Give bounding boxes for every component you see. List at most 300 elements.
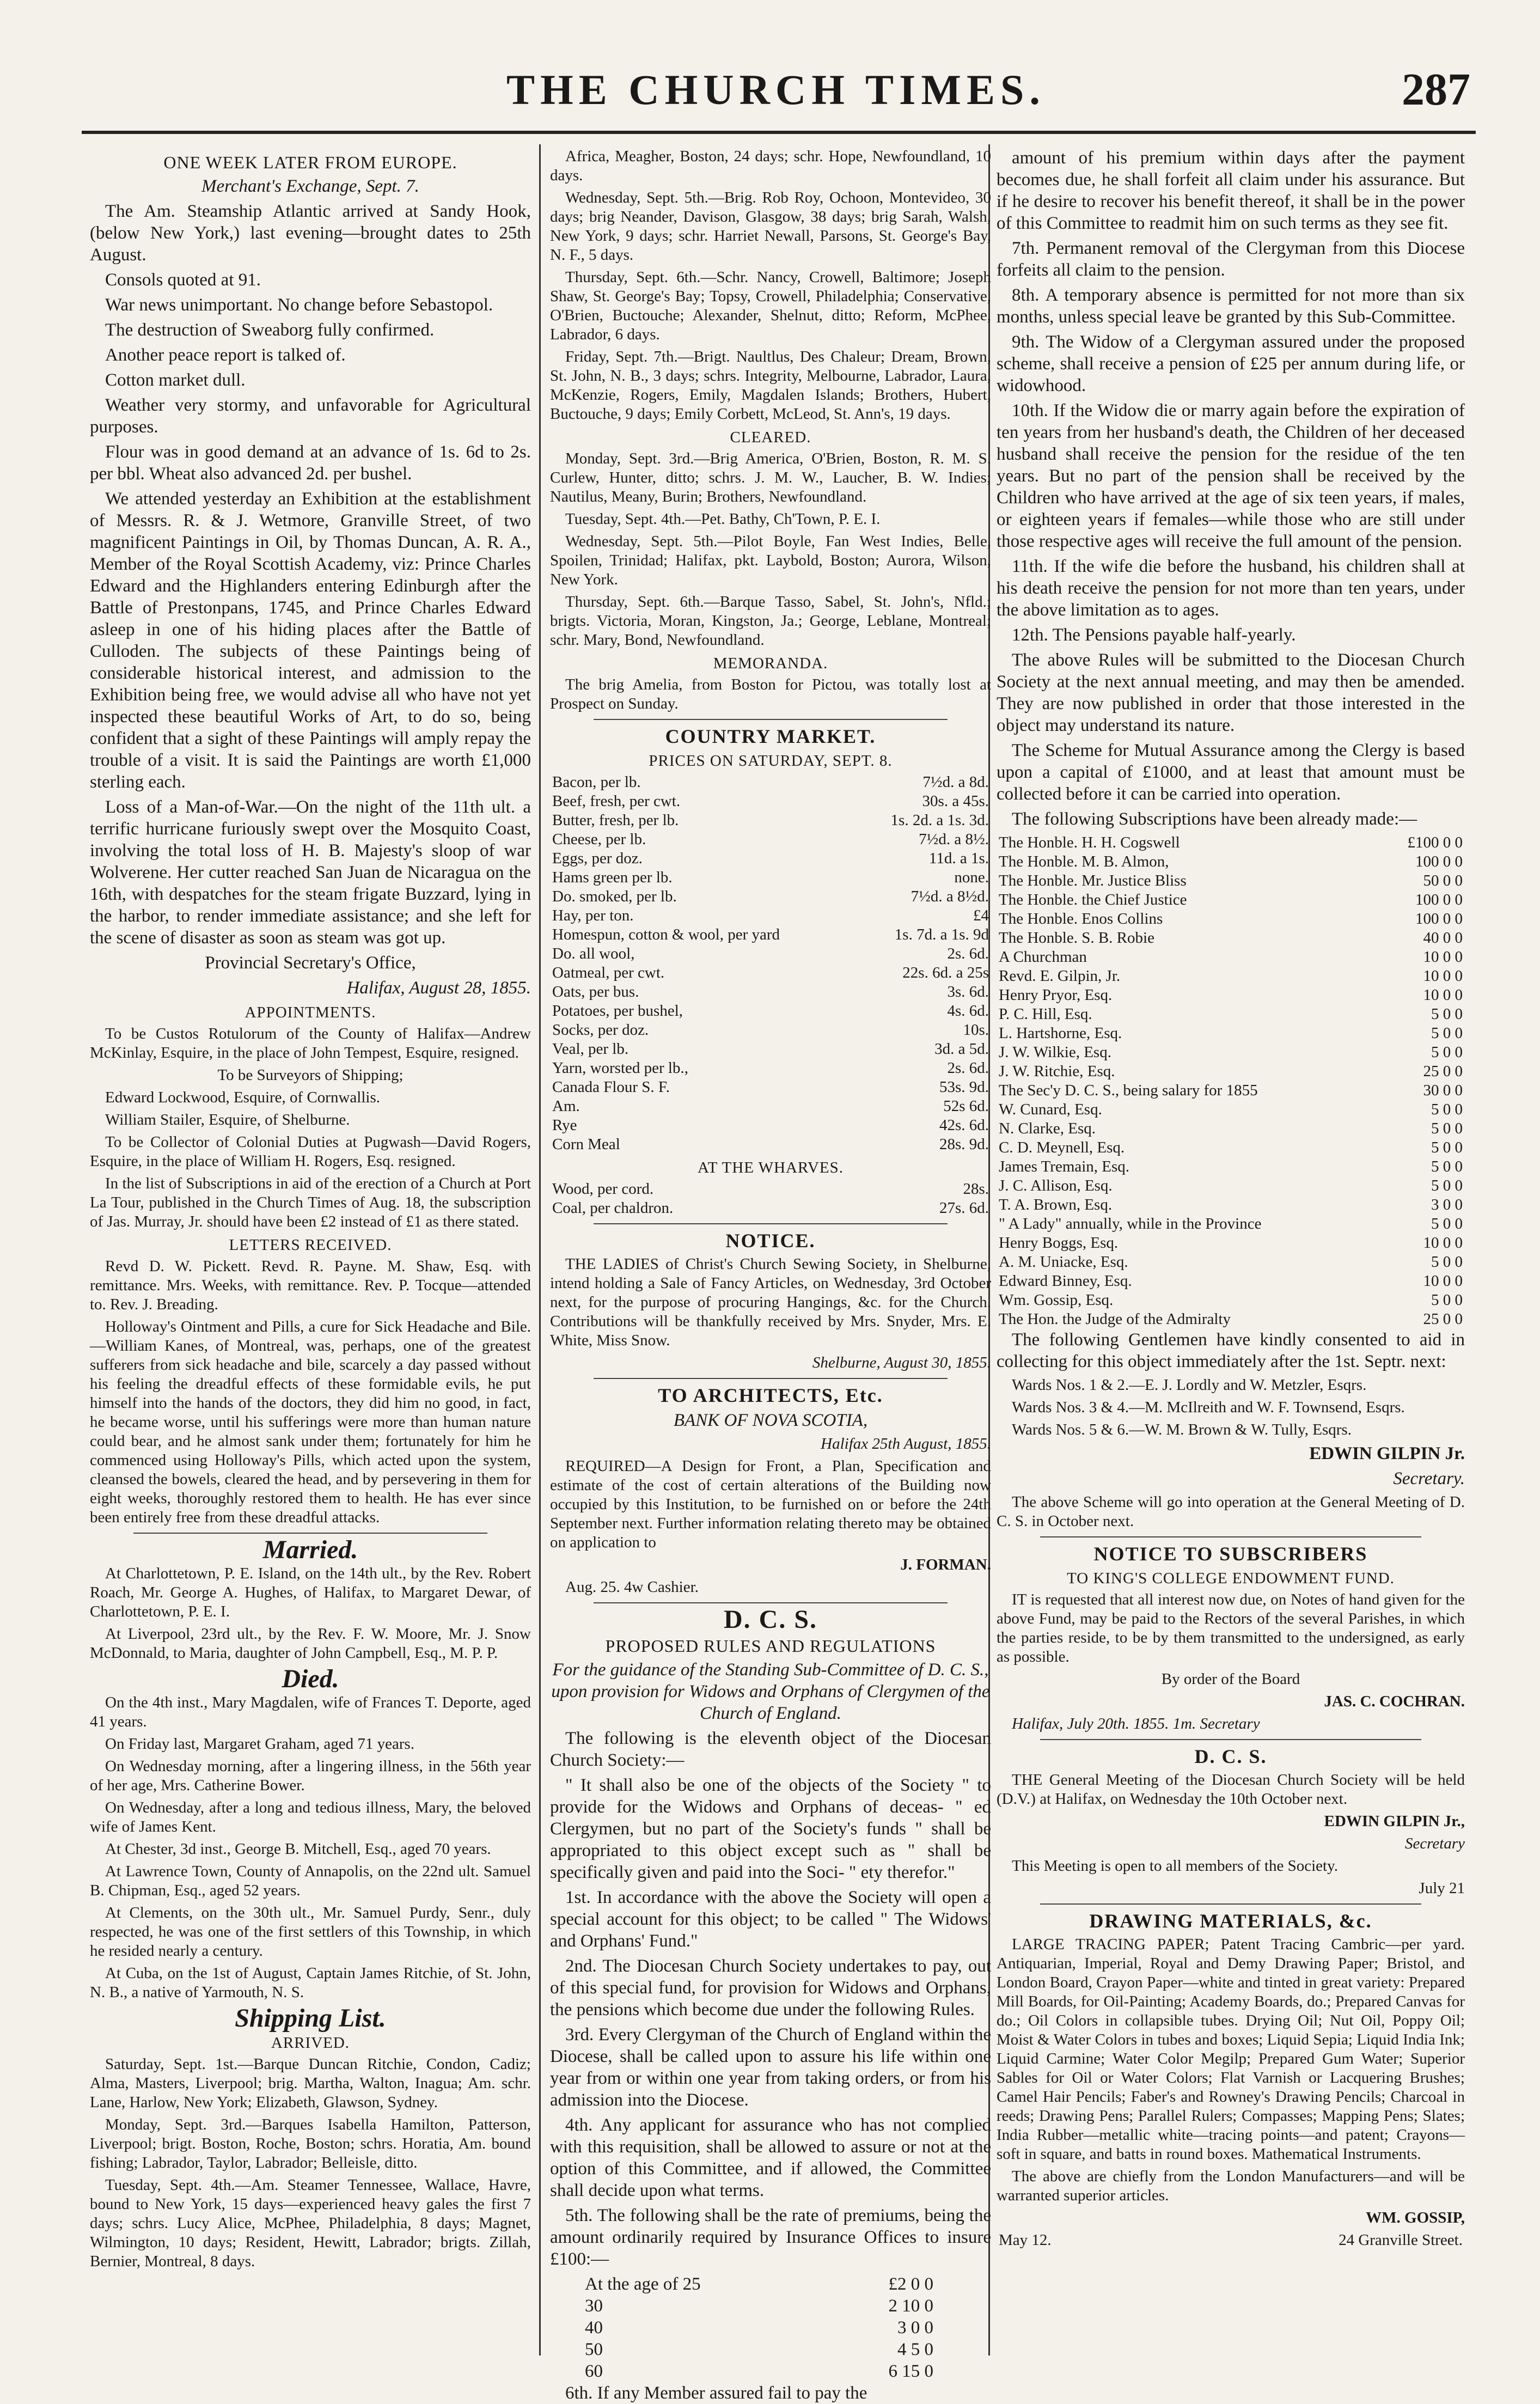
rule-item: The above Rules will be submitted to the Diocesan Church Society at the next annual meeting, and may then be amended. They are now published in order that those interested in the object may understand its nature. <box>997 650 1465 735</box>
subscription-row-value: 5 0 0 <box>1431 1253 1463 1271</box>
shipping-continued <box>550 147 991 424</box>
premium-row-label: 50 <box>585 2340 603 2359</box>
rule-item: The following Subscriptions have been already made:— <box>1012 809 1417 829</box>
divider <box>594 1602 948 1603</box>
rule-item: 7th. Permanent removal of the Clergyman from this Diocese forfeits all claim to the pension. <box>997 239 1465 280</box>
market-row-value: 11d. a 1s. <box>928 850 989 867</box>
died-item: At Cuba, on the 1st of August, Captain James Ritchie, of St. John, N. B., a native of Yarmouth, N. S. <box>90 1964 531 2001</box>
drawing-note: The above are chiefly from the London Manufacturers—and will be warranted superior articles. <box>997 2168 1465 2204</box>
market-row-label: Corn Meal <box>552 1136 620 1153</box>
subscription-row-value: 5 0 0 <box>1431 1139 1463 1156</box>
market-row <box>550 906 991 925</box>
europe-line: The destruction of Sweaborg fully confirmed. <box>105 320 435 340</box>
subscription-row <box>997 1176 1465 1195</box>
market-row-value: 10s. <box>963 1021 989 1039</box>
market-row-value: 4s. 6d. <box>947 1002 989 1020</box>
subscription-row-label: The Hon. the Judge of the Admiralty <box>999 1310 1231 1328</box>
divider <box>1040 1536 1421 1537</box>
subscription-row-label: The Honble. Enos Collins <box>999 910 1163 928</box>
drawing-heading: DRAWING MATERIALS, &c. <box>1089 1910 1372 1932</box>
died-item: On Friday last, Margaret Graham, aged 71 years. <box>105 1735 415 1753</box>
market-row-value: 42s. 6d. <box>939 1116 989 1134</box>
market-row-value: 3s. 6d. <box>947 983 989 1000</box>
subscription-row-value: 5 0 0 <box>1431 1044 1463 1061</box>
subscription-row-label: The Honble. H. H. Cogswell <box>999 834 1180 851</box>
appointments-list <box>90 1024 531 1171</box>
subscription-row <box>997 1310 1465 1329</box>
market-row <box>550 1078 991 1097</box>
market-row-value: 3d. a 5d. <box>934 1040 989 1058</box>
gilpin-title: Secretary. <box>1393 1469 1465 1488</box>
dcs2-note: This Meeting is open to all members of the Society. <box>1012 1857 1338 1875</box>
shipping-item: Wednesday, Sept. 5th.—Brig. Rob Roy, Ochoon, Montevideo, 30 days; brig Neander, Davison, Glasgow, 38 days; brig Sarah, Walsh, New York, 9 days; schr. Harriet Newall, Parsons, St. George's Bay, N. F., 5 days. <box>550 189 991 264</box>
market-row-label: Hams green per lb. <box>552 869 673 886</box>
subscription-note: In the list of Subscriptions in aid of the erection of a Church at Port La Tour, published in the Church Times of Aug. 18, the subscription of Jas. Murray, Jr. should have been £2 instead of £1 as there stated. <box>90 1175 531 1230</box>
subscription-row-value: 50 0 0 <box>1423 872 1463 889</box>
subscribers-date: Halifax, July 20th. 1855. 1m. Secretary <box>1012 1715 1260 1732</box>
gilpin-signature: EDWIN GILPIN Jr. <box>1309 1444 1465 1463</box>
dcs2-heading: D. C. S. <box>1194 1746 1267 1767</box>
europe-line: Consols quoted at 91. <box>105 270 261 290</box>
market-row-label: Canada Flour S. F. <box>552 1078 670 1096</box>
drawing-footer <box>997 2231 1465 2250</box>
drawing-footer-left: May 12. <box>999 2231 1052 2249</box>
subscription-row <box>997 1215 1465 1234</box>
wharves-row-value: 28s. <box>963 1180 989 1198</box>
europe-line: Another peace report is talked of. <box>105 345 346 365</box>
market-row <box>550 1116 991 1135</box>
wharves-row-value: 27s. 6d. <box>939 1199 989 1217</box>
memoranda-heading: MEMORANDA. <box>713 655 828 672</box>
subscription-row <box>997 1157 1465 1176</box>
divider <box>1040 1903 1421 1905</box>
dcs2-signature: EDWIN GILPIN Jr., <box>1324 1813 1465 1830</box>
subscription-row-label: Revd. E. Gilpin, Jr. <box>999 967 1121 985</box>
drawing-signature: WM. GOSSIP, <box>1366 2209 1465 2226</box>
wharves-row <box>550 1199 991 1218</box>
shipping-heading: Shipping List. <box>235 2004 386 2033</box>
column-divider <box>539 144 541 2356</box>
dcs2-text: THE General Meeting of the Diocesan Church Society will be held (D.V.) at Halifax, on Wednesday the 10th October next. <box>997 1771 1465 1808</box>
market-row-label: Hay, per ton. <box>552 907 634 924</box>
subscription-row <box>997 1043 1465 1062</box>
subscription-row <box>997 1081 1465 1100</box>
market-row-label: Do. smoked, per lb. <box>552 888 677 905</box>
married-item: At Liverpool, 23rd ult., by the Rev. F. W. Moore, Mr. J. Snow McDonnald, to Maria, daughter of John Campbell, Esq., M. P. P. <box>90 1625 531 1662</box>
bank-date: Halifax 25th August, 1855. <box>821 1435 991 1453</box>
subscription-row-value: £100 0 0 <box>1407 834 1463 851</box>
divider <box>594 1378 948 1379</box>
market-table <box>550 773 991 1154</box>
market-row <box>550 983 991 1002</box>
premium-row <box>583 2360 936 2382</box>
column-2 <box>550 147 991 2403</box>
subscription-row-value: 5 0 0 <box>1431 1005 1463 1023</box>
market-row-label: Eggs, per doz. <box>552 850 643 867</box>
subscription-row-value: 40 0 0 <box>1423 929 1463 947</box>
europe-line: Cotton market dull. <box>105 370 246 390</box>
wharves-heading: AT THE WHARVES. <box>697 1159 844 1176</box>
rules-continued: amount of his premium within days after the payment becomes due, he shall forfeit all claim under his assurance. But if he desire to recover his benefit thereof, it shall be in the power of this Committee to readmit him on such terms as they see fit. <box>997 148 1465 233</box>
subscriptions-table <box>997 833 1465 1329</box>
appointment: To be Surveyors of Shipping; <box>217 1066 404 1084</box>
shipping-item: Friday, Sept. 7th.—Brigt. Naultlus, Des Chaleur; Dream, Brown, St. John, N. B., 3 days; schrs. Integrity, Melbourne, Labrador, Laura, McKenzie, Rogers, Emily, Magdalen Islands; Brothers, Hubert, Buctouche, 9 days; Emily Corbett, McLeod, St. Ann's, 19 days. <box>550 348 991 423</box>
premium-row-value: 4 5 0 <box>897 2340 933 2359</box>
rule-item: 12th. The Pensions payable half-yearly. <box>1012 625 1296 645</box>
died-item: At Lawrence Town, County of Annapolis, on the 22nd ult. Samuel B. Chipman, Esq., aged 52 years. <box>90 1863 531 1899</box>
market-row-label: Homespun, cotton & wool, per yard <box>552 926 780 943</box>
appointment: Edward Lockwood, Esquire, of Cornwallis. <box>105 1089 380 1106</box>
premium-row-value: 3 0 0 <box>897 2318 933 2338</box>
rule-item: 10th. If the Widow die or marry again before the expiration of ten years from her husband's death, the Children of her deceased husband shall receive the pension for the residue of the ten years. But no part of the pension shall be received by the Children who have arrived at the age of six teen years, if males, or eighteen years if females—while those who are still under those respective ages will receive the full amount of the pension. <box>997 401 1465 551</box>
rule-item: 9th. The Widow of a Clergyman assured under the proposed scheme, shall receive a pension of £25 per annum during life, or widowhood. <box>997 332 1465 395</box>
market-row <box>550 1002 991 1021</box>
market-row-label: Am. <box>552 1097 580 1115</box>
premium-table <box>583 2273 936 2382</box>
appointment: To be Collector of Colonial Duties at Pugwash—David Rogers, Esquire, in the place of William H. Rogers, Esq. resigned. <box>90 1133 531 1170</box>
subscription-row <box>997 833 1465 852</box>
rule-item: The Scheme for Mutual Assurance among the Clergy is based upon a capital of £1000, and at least that amount must be collected before it can be carried into operation. <box>997 741 1465 804</box>
subscription-row <box>997 1272 1465 1291</box>
market-row-label: Butter, fresh, per lb. <box>552 811 679 829</box>
shipping-item: Africa, Meagher, Boston, 24 days; schr. Hope, Newfoundland, 10 days. <box>550 148 991 184</box>
market-row-label: Beef, fresh, per cwt. <box>552 792 681 810</box>
appointment: To be Custos Rotulorum of the County of Halifax—Andrew McKinlay, Esquire, in the place of John Tempest, Esquire, resigned. <box>90 1025 531 1061</box>
arrived-item: Monday, Sept. 3rd.—Barques Isabella Hamilton, Patterson, Liverpool; brigt. Boston, Roche, Boston; schrs. Horatia, Am. bound fishing; Labrador, Taylor, Labrador; Belleisle, ditto. <box>90 2116 531 2171</box>
premium-row <box>583 2295 936 2317</box>
premium-row-value: £2 0 0 <box>888 2274 933 2294</box>
subscribers-order: By order of the Board <box>1161 1670 1300 1688</box>
market-row-label: Potatoes, per bushel, <box>552 1002 683 1020</box>
subscription-row <box>997 1100 1465 1119</box>
rules-list <box>550 1728 991 2270</box>
subscription-row-value: 5 0 0 <box>1431 1215 1463 1232</box>
market-row <box>550 811 991 830</box>
divider <box>594 719 948 720</box>
subscription-row <box>997 967 1465 986</box>
premium-row-label: 40 <box>585 2318 603 2338</box>
subscription-row <box>997 929 1465 948</box>
market-row-value: 7½d. a 8d. <box>922 773 989 791</box>
subscription-row-label: L. Hartshorne, Esq. <box>999 1024 1122 1042</box>
market-row-value: 28s. 9d. <box>939 1136 989 1153</box>
wharves-row-label: Coal, per chaldron. <box>552 1199 674 1217</box>
subscription-row <box>997 871 1465 890</box>
subscription-row <box>997 890 1465 910</box>
rules-heading: PROPOSED RULES AND REGULATIONS <box>605 1636 936 1656</box>
architects-heading: TO ARCHITECTS, Etc. <box>658 1384 883 1406</box>
secretary-date: Halifax, August 28, 1855. <box>346 978 531 998</box>
subscription-row <box>997 948 1465 967</box>
rule-item: 8th. A temporary absence is permitted for not more than six months, unless special leave be granted by this Sub-Committee. <box>997 285 1465 327</box>
cleared-item: Monday, Sept. 3rd.—Brig America, O'Brien, Boston, R. M. S. Curlew, Hunter, ditto; schrs. J. M. W., Laucher, B. W. Indies; Nautilus, Meany, Burin; Brothers, Newfoundland. <box>550 450 991 505</box>
subscribers-heading: NOTICE TO SUBSCRIBERS <box>1093 1543 1368 1565</box>
market-row-value: 7½d. a 8½d. <box>910 888 989 905</box>
died-heading: Died. <box>282 1664 339 1693</box>
holloway-ad: Holloway's Ointment and Pills, a cure for Sick Headache and Bile.—William Kanes, of Montreal, was, perhaps, one of the greatest sufferers from sick headache and bile, scarcely a day passed without his feeling the dreadful effects of these formidable evils, he put himself into the hands of the doctors, they did him no good, in fact, he became worse, until his sufferings were more than human nature could bear, and he almost sank under them; fortunately for him he commenced using Holloway's Pills, which acted upon the system, cleansed the bowels, cleared the head, and by persevering in them for eight weeks, thoroughly restored them to health. He has ever since been entirely free from these dreadful attacks. <box>90 1318 531 1526</box>
drawing-text: LARGE TRACING PAPER; Patent Tracing Cambric—per yard. Antiquarian, Imperial, Royal and Demy Drawing Paper; Bristol, and London Board, Crayon Paper—white and tinted in great variety: Prepared Mill Boards, for Oil-Painting; Academy Boards, do.; Prepared Canvas for do.; Oil Colors in collapsible tubes. Drying Oil; Nut Oil, Poppy Oil; Moist & Water Colors in tubes and boxes; Liquid Sepia; Liquid India Ink; Liquid Carmine; Water Color Megilp; Prepared Gum Water; Superior Sables for Oil or Water Colors; Flat Varnish or Lacquering Brushes; Camel Hair Pencils; Faber's and Rowney's Drawing Pencils; Charcoal in reeds; Drawing Pens; Parallel Rulers; Compasses; Mapping Pens; Slates; India Rubber—metallic white—tracing points—and patent; Crayons—soft in square, and batts in round boxes. Mathematical Instruments. <box>997 1936 1465 2163</box>
arrived-item: Tuesday, Sept. 4th.—Am. Steamer Tennessee, Wallace, Havre, bound to New York, 15 days—experienced heavy gales the first 7 days; schrs. Lucy Alice, McPhee, Philadelphia, 8 days; Magnet, Wilmington, 10 days; Resident, Hewitt, Labrador; brigts. Zillah, Bernier, Montreal, 8 days. <box>90 2176 531 2270</box>
cleared-list <box>550 449 991 650</box>
subscription-row-value: 5 0 0 <box>1431 1158 1463 1175</box>
arrived-item: Saturday, Sept. 1st.—Barque Duncan Ritchie, Condon, Cadiz; Alma, Masters, Liverpool; brig. Martha, Walton, Inagua; Am. schr. Lane, Harlow, New York; Elizabeth, Glawson, Sydney. <box>90 2055 531 2111</box>
subscription-row-value: 25 0 0 <box>1423 1310 1463 1328</box>
market-row-label: Yarn, worsted per lb., <box>552 1059 688 1077</box>
market-row-label: Veal, per lb. <box>552 1040 629 1058</box>
subscription-row-label: Henry Boggs, Esq. <box>999 1234 1119 1252</box>
subscription-row-value: 10 0 0 <box>1423 967 1463 985</box>
wards-list <box>997 1376 1465 1439</box>
subscription-row-label: The Honble. S. B. Robie <box>999 929 1154 947</box>
subscription-row <box>997 1005 1465 1024</box>
subscription-row-label: The Sec'y D. C. S., being salary for 1855 <box>999 1082 1258 1099</box>
rules-subheading: For the guidance of the Standing Sub-Committee of D. C. S., upon provision for Widows and Orphans of Clergymen of the Church of England. <box>551 1660 990 1723</box>
subscription-row-value: 100 0 0 <box>1415 853 1463 870</box>
subscription-row-label: C. D. Meynell, Esq. <box>999 1139 1125 1156</box>
cleared-item: Thursday, Sept. 6th.—Barque Tasso, Sabel, St. John's, Nfld.; brigts. Victoria, Moran, Kingston, Ja.; George, Leblane, Montreal; schr. Mary, Bond, Newfoundland. <box>550 593 991 649</box>
subscription-row <box>997 1291 1465 1310</box>
market-row-label: Rye <box>552 1116 577 1134</box>
market-row-value: 1s. 7d. a 1s. 9d <box>894 926 989 943</box>
subscription-row <box>997 852 1465 871</box>
architects-cashier: Aug. 25. 4w Cashier. <box>565 1578 699 1596</box>
market-row-value: 1s. 2d. a 1s. 3d. <box>890 811 989 829</box>
rule-item: 3rd. Every Clergyman of the Church of England within the Diocese, shall be called upon to assure his life within one year from or within one year from taking orders, or from his admission into the Diocese. <box>550 2025 991 2110</box>
market-row-value: £4 <box>973 907 989 924</box>
divider <box>594 1223 948 1224</box>
premium-row-label: At the age of 25 <box>585 2274 701 2294</box>
dcs2-title: Secretary <box>1404 1835 1465 1852</box>
subscription-row-value: 100 0 0 <box>1415 910 1463 928</box>
subscription-row <box>997 1253 1465 1272</box>
rule-item: The following is the eleventh object of the Diocesan Church Society:— <box>550 1729 991 1770</box>
market-row <box>550 1059 991 1078</box>
subscription-row <box>997 986 1465 1005</box>
market-heading: COUNTRY MARKET. <box>665 725 876 747</box>
arrived-heading: ARRIVED. <box>271 2034 350 2052</box>
subscription-row <box>997 1195 1465 1215</box>
subscription-row-value: 30 0 0 <box>1423 1082 1463 1099</box>
rule-item: 5th. The following shall be the rate of premiums, being the amount ordinarily required by Insurance Offices to insure £100:— <box>550 2206 991 2269</box>
subscription-row-value: 10 0 0 <box>1423 948 1463 966</box>
subscription-row-value: 5 0 0 <box>1431 1024 1463 1042</box>
gentlemen-text: The following Gentlemen have kindly consented to aid in collecting for this object immediately after the 1st. Septr. next: <box>997 1330 1465 1371</box>
subscription-row-label: P. C. Hill, Esq. <box>999 1005 1092 1023</box>
ward-item: Wards Nos. 5 & 6.—W. M. Brown & W. Tully, Esqrs. <box>1012 1421 1352 1438</box>
subscription-row <box>997 1024 1465 1043</box>
letters-heading: LETTERS RECEIVED. <box>229 1236 392 1254</box>
married-item: At Charlottetown, P. E. Island, on the 14th ult., by the Rev. Robert Roach, Mr. George A. Hughes, of Halifax, to Margaret Dewar, of Charlottetown, P. E. I. <box>90 1565 531 1620</box>
notice-heading: NOTICE. <box>725 1230 816 1252</box>
rule-item: 2nd. The Diocesan Church Society undertakes to pay, out of this special fund, for provision for Widows and Orphans, the pensions which become due under the following Rules. <box>550 1956 991 2019</box>
market-row-value: 2s. 6d. <box>947 1059 989 1077</box>
europe-line: Weather very stormy, and unfavorable for Agricultural purposes. <box>90 395 531 437</box>
married-heading: Married. <box>262 1535 358 1564</box>
market-row-label: Socks, per doz. <box>552 1021 649 1039</box>
bank-name: BANK OF NOVA SCOTIA, <box>673 1411 868 1430</box>
subscription-row-label: A Churchman <box>999 948 1087 966</box>
scheme-note: The above Scheme will go into operation at the General Meeting of D. C. S. in October next. <box>997 1493 1465 1530</box>
subscription-row <box>997 1062 1465 1081</box>
architects-text: REQUIRED—A Design for Front, a Plan, Specification and estimate of the cost of certain alterations of the Building now occupied by this Institution, to be furnished on or before the 24th September next. Further information relating thereto may be obtained on application to <box>550 1457 991 1551</box>
market-row-value: 22s. 6d. a 25s <box>902 964 989 981</box>
secretary-office: Provincial Secretary's Office, <box>205 953 416 973</box>
subscription-row-value: 5 0 0 <box>1431 1177 1463 1194</box>
page-number: 287 <box>1402 64 1470 115</box>
subscription-row-label: Henry Pryor, Esq. <box>999 986 1113 1004</box>
premium-row <box>583 2317 936 2339</box>
subscription-row-label: J. C. Allison, Esq. <box>999 1177 1113 1194</box>
rule-6th: 6th. If any Member assured fail to pay the <box>565 2383 867 2403</box>
masthead <box>82 65 1470 125</box>
market-row <box>550 887 991 906</box>
subscribers-signature: JAS. C. COCHRAN. <box>1324 1693 1465 1710</box>
market-row-label: Do. all wool, <box>552 945 635 962</box>
europe-heading: ONE WEEK LATER FROM EUROPE. <box>163 152 457 172</box>
ward-item: Wards Nos. 1 & 2.—E. J. Lordly and W. Metzler, Esqrs. <box>1012 1376 1367 1394</box>
memoranda-text: The brig Amelia, from Boston for Pictou, was totally lost at Prospect on Sunday. <box>550 676 991 712</box>
market-row <box>550 792 991 811</box>
subscription-row-label: W. Cunard, Esq. <box>999 1101 1102 1118</box>
premium-row <box>583 2339 936 2360</box>
market-row-label: Cheese, per lb. <box>552 831 646 848</box>
cleared-item: Wednesday, Sept. 5th.—Pilot Boyle, Fan West Indies, Belle, Spoilen, Trinidad; Halifax, pkt. Laybold, Boston; Aurora, Wilson, New York. <box>550 533 991 588</box>
europe-dateline: Merchant's Exchange, Sept. 7. <box>201 176 419 196</box>
drawing-footer-right: 24 Granville Street. <box>1339 2231 1463 2249</box>
subscription-row-label: The Honble. Mr. Justice Bliss <box>999 872 1187 889</box>
market-row-value: 7½d. a 8½. <box>919 831 989 848</box>
market-row <box>550 1135 991 1154</box>
column-1 <box>90 147 531 2347</box>
subscription-row-value: 100 0 0 <box>1415 891 1463 908</box>
wharves-row <box>550 1180 991 1199</box>
europe-text: The Am. Steamship Atlantic arrived at Sandy Hook, (below New York,) last evening—brought dates to 25th August. <box>90 202 531 265</box>
subscription-row-label: N. Clarke, Esq. <box>999 1120 1096 1137</box>
arrived-list <box>90 2055 531 2271</box>
wharves-table <box>550 1180 991 1218</box>
premium-row-value: 2 10 0 <box>888 2296 933 2316</box>
market-row <box>550 944 991 963</box>
premium-row-label: 30 <box>585 2296 603 2316</box>
died-list <box>90 1693 531 2002</box>
subscription-row-value: 10 0 0 <box>1423 1272 1463 1290</box>
europe-lines <box>90 269 531 485</box>
market-row <box>550 1097 991 1116</box>
appointment: William Stailer, Esquire, of Shelburne. <box>105 1111 350 1128</box>
rule-item: 11th. If the wife die before the husband, his children shall at his death receive the pension for not more than ten years, under the above limitation as to ages. <box>997 557 1465 620</box>
cleared-heading: CLEARED. <box>730 429 811 446</box>
subscription-row-value: 10 0 0 <box>1423 1234 1463 1252</box>
subscription-row-label: J. W. Ritchie, Esq. <box>999 1063 1115 1080</box>
market-row <box>550 1021 991 1040</box>
died-item: On Wednesday, after a long and tedious illness, Mary, the beloved wife of James Kent. <box>90 1799 531 1835</box>
ward-item: Wards Nos. 3 & 4.—M. McIlreith and W. F. Townsend, Esqrs. <box>1012 1399 1405 1416</box>
appointments-heading: APPOINTMENTS. <box>245 1004 376 1021</box>
market-subheading: PRICES ON SATURDAY, SEPT. 8. <box>649 752 893 770</box>
subscription-row-label: T. A. Brown, Esq. <box>999 1196 1113 1213</box>
subscribers-text: IT is requested that all interest now due, on Notes of hand given for the above Fund, may be paid to the Rectors of the several Parishes, in which the parties reside, to be by them transmitted to the undersigned, as early as possible. <box>997 1591 1465 1665</box>
subscription-row-label: James Tremain, Esq. <box>999 1158 1130 1175</box>
market-row-value: 52s 6d. <box>943 1097 989 1115</box>
market-row <box>550 830 991 849</box>
market-row-value: none. <box>954 869 989 886</box>
subscription-row-value: 25 0 0 <box>1423 1063 1463 1080</box>
market-row <box>550 773 991 792</box>
notice-text: THE LADIES of Christ's Church Sewing Society, in Shelburne, intend holding a Sale of Fancy Articles, on Wednesday, 3rd October next, for the purpose of procuring Hangings, &c. for the Church. Contributions will be thankfully received by Mrs. Snyder, Mrs. E. White, Miss Snow. <box>550 1255 991 1349</box>
subscription-row-value: 5 0 0 <box>1431 1120 1463 1137</box>
column-3 <box>997 147 1465 2347</box>
premium-row-value: 6 15 0 <box>888 2362 933 2381</box>
rule-item: 4th. Any applicant for assurance who has not complied with this requisition, shall be allowed to assure or not at the option of this Committee, and if allowed, the Committee shall decide upon what terms. <box>550 2115 991 2200</box>
died-item: On the 4th inst., Mary Magdalen, wife of Frances T. Deporte, aged 41 years. <box>90 1694 531 1730</box>
subscription-row-value: 5 0 0 <box>1431 1291 1463 1309</box>
notice-date: Shelburne, August 30, 1855. <box>812 1354 991 1371</box>
subscription-row-value: 10 0 0 <box>1423 986 1463 1004</box>
letters-text: Revd D. W. Pickett. Revd. R. Payne. M. Shaw, Esq. with remittance. Mrs. Weeks, with remittance. Rev. P. Tocque—attended to. Rev. J. Breading. <box>90 1258 531 1313</box>
subscription-row-label: A. M. Uniacke, Esq. <box>999 1253 1128 1271</box>
header-rule <box>82 131 1476 134</box>
subscription-row-label: The Honble. M. B. Almon, <box>999 853 1169 870</box>
rule-item: 1st. In accordance with the above the Society will open a special account for this object; to be called " The Widows' and Orphans' Fund." <box>550 1888 991 1951</box>
premium-row <box>583 2273 936 2295</box>
market-row-label: Bacon, per lb. <box>552 773 641 791</box>
died-item: At Chester, 3d inst., George B. Mitchell, Esq., aged 70 years. <box>105 1840 491 1858</box>
market-row <box>550 963 991 983</box>
subscription-row <box>997 1234 1465 1253</box>
dcs2-date: July 21 <box>1419 1880 1465 1897</box>
subscription-row-label: J. W. Wilkie, Esq. <box>999 1044 1111 1061</box>
rule-item: " It shall also be one of the objects of the Society " to provide for the Widows and Orphans of deceas- " ed Clergymen, but no part of the Society's funds " shall be appropriated to this object except such as " shall be specifically given and paid into the Soci- " ety therefor." <box>550 1775 991 1882</box>
wharves-row-label: Wood, per cord. <box>552 1180 654 1198</box>
died-item: At Clements, on the 30th ult., Mr. Samuel Purdy, Senr., duly respected, he was one of the first settlers of this Township, in which he resided nearly a century. <box>90 1904 531 1960</box>
shipping-item: Thursday, Sept. 6th.—Schr. Nancy, Crowell, Baltimore; Joseph Shaw, St. George's Bay; Topsy, Crowell, Philadelphia; Conservative, O'Brien, Buctouche; Alexander, Shelnut, ditto; Reform, McPhee, Labrador, 6 days. <box>550 269 991 343</box>
dcs-heading: D. C. S. <box>723 1605 818 1634</box>
market-row-value: 30s. a 45s. <box>922 792 989 810</box>
married-list <box>90 1564 531 1663</box>
loss-article: Loss of a Man-of-War.—On the night of the 11th ult. a terrific hurricane furiously swept over the Mosquito Coast, involving the total loss of H. B. Majesty's sloop of war Wolverene. Her cutter reached San Juan de Nicaragua on the 16th, with despatches for the steam frigate Buzzard, lying in the harbor, to render immediate assistance; and she left for the scene of disaster as soon as steam was got up. <box>90 797 531 948</box>
subscription-row-label: Edward Binney, Esq. <box>999 1272 1132 1290</box>
subscription-row <box>997 1119 1465 1138</box>
subscription-row <box>997 910 1465 929</box>
subscription-row-label: The Honble. the Chief Justice <box>999 891 1187 908</box>
newspaper-title: THE CHURCH TIMES. <box>506 66 1046 113</box>
subscription-row <box>997 1138 1465 1157</box>
divider <box>133 1533 487 1534</box>
subscribers-subheading: TO KING'S COLLEGE ENDOWMENT FUND. <box>1067 1570 1395 1587</box>
market-row-label: Oatmeal, per cwt. <box>552 964 665 981</box>
architects-signature: J. FORMAN. <box>900 1556 991 1573</box>
subscription-row-value: 5 0 0 <box>1431 1101 1463 1118</box>
europe-line: War news unimportant. No change before Sebastopol. <box>105 295 493 315</box>
premium-row-label: 60 <box>585 2362 603 2381</box>
market-row-label: Oats, per bus. <box>552 983 639 1000</box>
market-row <box>550 849 991 868</box>
subscription-row-label: " A Lady" annually, while in the Province <box>999 1215 1262 1232</box>
europe-line: Flour was in good demand at an advance of 1s. 6d to 2s. per bbl. Wheat also advanced 2d. per bushel. <box>90 442 531 484</box>
market-row-value: 2s. 6d. <box>947 945 989 962</box>
market-row-value: 53s. 9d. <box>939 1078 989 1096</box>
divider <box>1040 1739 1421 1740</box>
subscription-row-value: 3 0 0 <box>1431 1196 1463 1213</box>
rules-items <box>997 237 1465 830</box>
market-row <box>550 925 991 944</box>
died-item: On Wednesday morning, after a lingering illness, in the 56th year of her age, Mrs. Catherine Bower. <box>90 1758 531 1794</box>
subscription-row-label: Wm. Gossip, Esq. <box>999 1291 1114 1309</box>
cleared-item: Tuesday, Sept. 4th.—Pet. Bathy, Ch'Town, P. E. I. <box>565 510 881 528</box>
market-row <box>550 1040 991 1059</box>
exhibition-article: We attended yesterday an Exhibition at the establishment of Messrs. R. & J. Wetmore, Granville Street, of two magnificent Paintings in Oil, by Thomas Duncan, A. R. A., Member of the Royal Scottish Academy, viz: Prince Charles Edward and the Highlanders entering Edinburgh after the Battle of Prestonpans, 1745, and Prince Charles Edward asleep in one of his hiding places after the Battle of Culloden. The subjects of these Paintings being of considerable historical interest, and admission to the Exhibition being free, we would advise all who have not yet inspected these beautiful Works of Art, to do so, being confident that a sight of these Paintings will amply repay the trouble of a visit. It is said the Paintings are worth £1,000 sterling each. <box>90 489 531 792</box>
market-row <box>550 868 991 887</box>
